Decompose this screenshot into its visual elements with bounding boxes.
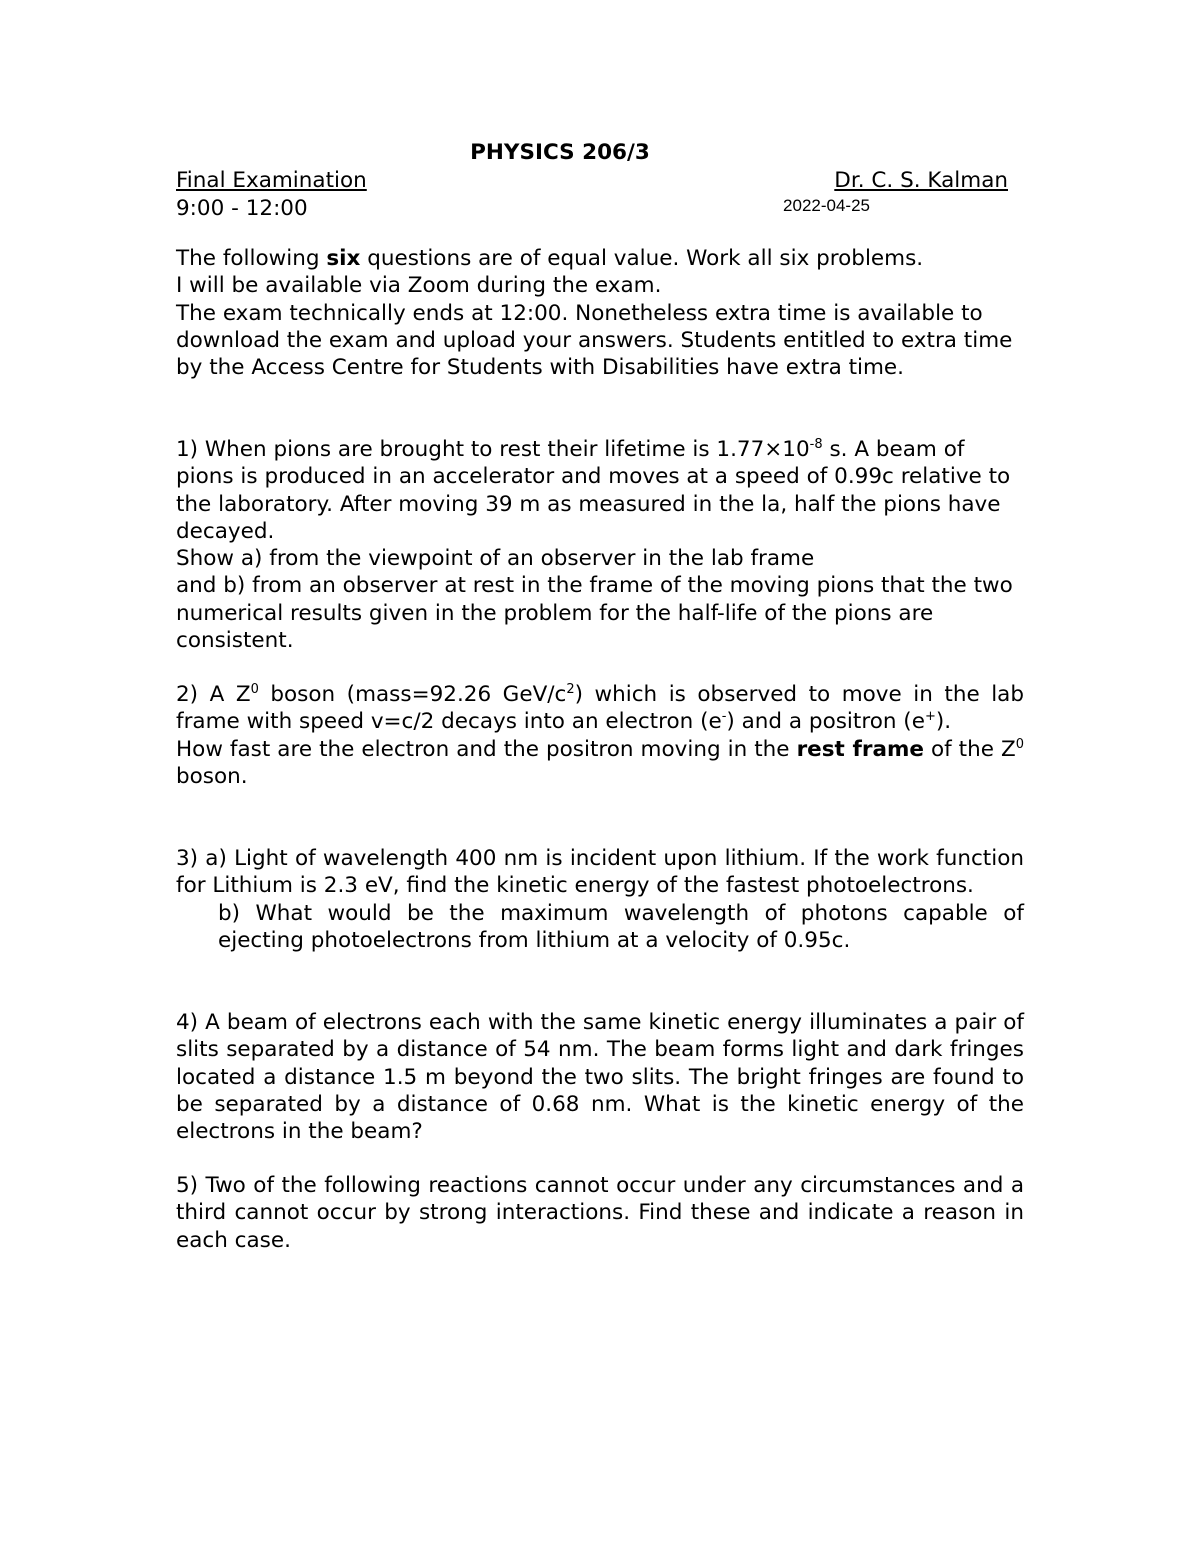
question-2 bbox=[176, 681, 1024, 790]
exam-name: Final Examination bbox=[176, 168, 367, 193]
q1-part-a: Show a) from the viewpoint of an observer in the lab frame bbox=[176, 546, 815, 572]
question-1 bbox=[176, 436, 1024, 654]
course-title: PHYSICS 206/3 bbox=[470, 140, 650, 165]
q2-question: How fast are the electron and the positron moving in the rest frame of the $Z^0$ boson. bbox=[176, 736, 1024, 789]
intro-line-1: The following six questions are of equal value. Work all six problems. bbox=[176, 246, 924, 271]
exam-date: 2022-04-25 bbox=[783, 196, 870, 215]
question-3 bbox=[176, 845, 1024, 954]
header-row-2 bbox=[176, 196, 1008, 221]
q1-part-b: and b) from an observer at rest in the frame of the moving pions that the two numerical results given in the problem for the half-life of the pions are consistent. bbox=[176, 573, 1013, 654]
q5-text: 5) Two of the following reactions cannot occur under any circumstances and a third cannot occur by strong interactions. Find these and indicate a reason in each case. bbox=[176, 1173, 1024, 1253]
q1-text: 1) When pions are brought to rest their lifetime is $1.77\times 10^{-8}$ s. A beam of pions is produced in an accelerator and moves at a speed of 0.99c relative to the laboratory. After moving 39 m as measured in the la, half the pions have decayed. bbox=[176, 436, 1011, 544]
intro-line-2: I will be available via Zoom during the exam. bbox=[176, 273, 662, 299]
intro-line-3: The exam technically ends at 12:00. Nonetheless extra time is available to download the exam and upload your answers. Students entitled to extra time by the Access Centre for Students with Disabilities have extra time. bbox=[176, 300, 1013, 381]
q3-part-b: b) What would be the maximum wavelength of photons capable of ejecting photoelectrons from lithium at a velocity of 0.95c. bbox=[218, 900, 1024, 953]
question-5 bbox=[176, 1172, 1024, 1254]
q3-part-a: 3) a) Light of wavelength 400 nm is incident upon lithium. If the work function for Lithium is 2.3 eV, find the kinetic energy of the fastest photoelectrons. bbox=[176, 846, 1024, 899]
exam-time: 9:00 - 12:00 bbox=[176, 196, 308, 221]
q4-text: 4) A beam of electrons each with the same kinetic energy illuminates a pair of slits separated by a distance of 54 nm. The beam forms light and dark fringes located a distance 1.5 m beyond the two slits. The bright fringes are found to be separated by a distance of 0.68 nm. What is the kinetic energy of the electrons in the beam? bbox=[176, 1010, 1024, 1145]
intro-block bbox=[176, 245, 1024, 381]
question-4 bbox=[176, 1009, 1024, 1145]
header-row-1 bbox=[176, 168, 1008, 193]
q2-text: 2) A $Z^0$ boson (mass=92.26 GeV/$c^2$) which is observed to move in the lab frame with speed v=c/2 decays into an electron (e-) and a positron (e+). bbox=[176, 681, 1025, 735]
instructor-name: Dr. C. S. Kalman bbox=[834, 168, 1008, 193]
